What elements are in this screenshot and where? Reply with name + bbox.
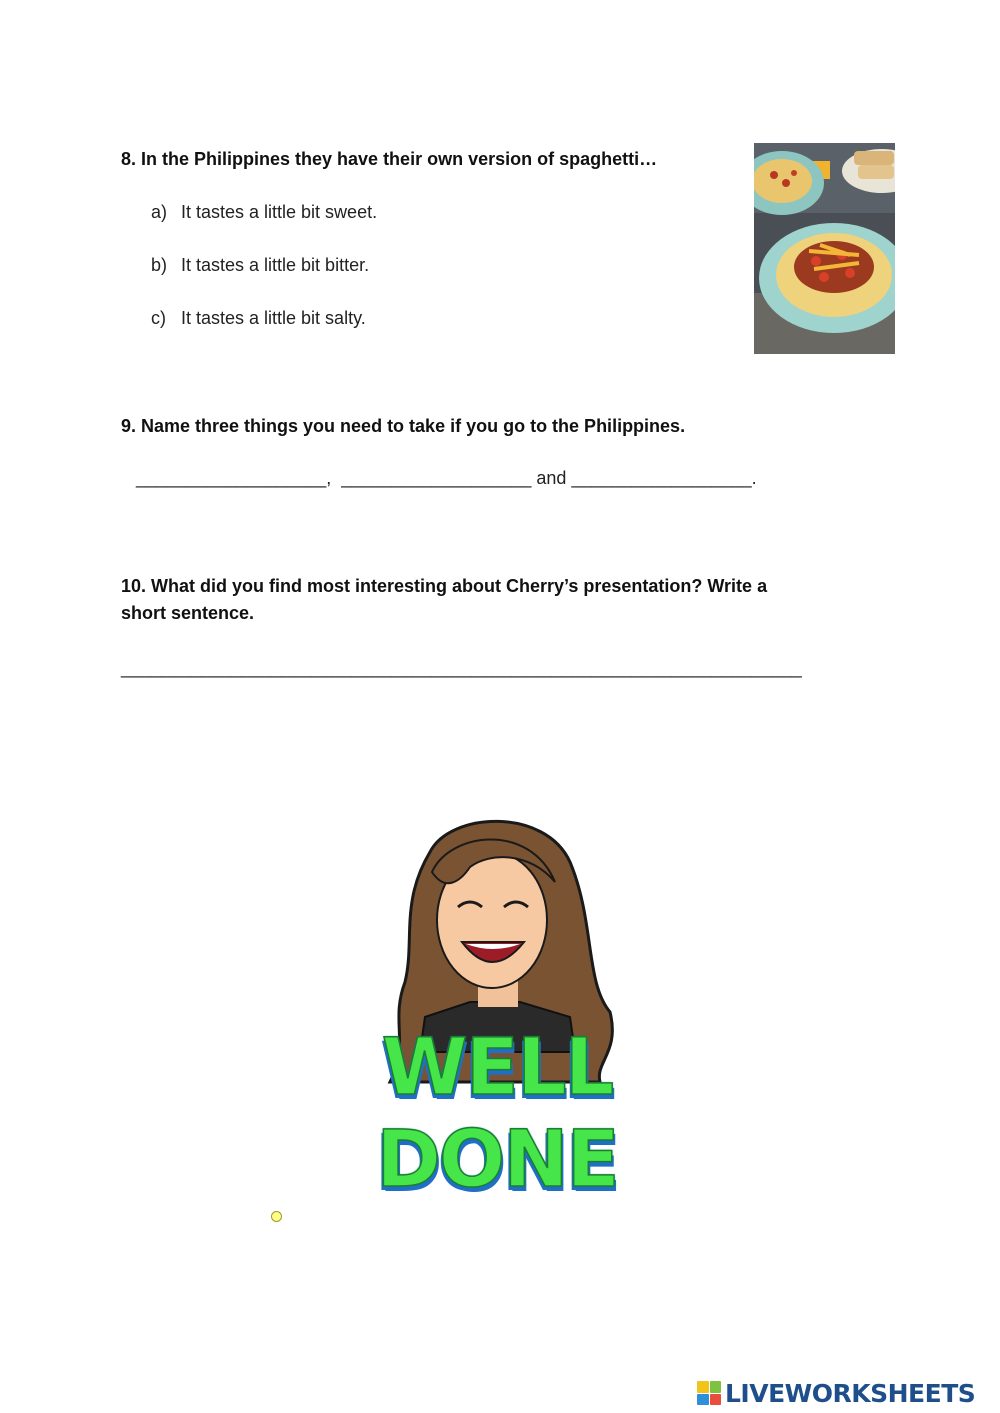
question-9: 9. Name three things you need to take if you go to the Philippines. — [121, 416, 686, 436]
liveworksheets-mark-icon — [697, 1381, 721, 1405]
question-8: 8. In the Philippines they have their own version of spaghetti… — [121, 149, 658, 169]
well-done-line2: DONE — [376, 1115, 618, 1205]
question-10-line2: short sentence. — [121, 603, 255, 623]
option-b[interactable] — [151, 255, 369, 276]
well-done-text — [372, 1022, 622, 1206]
answer-line-q10[interactable]: ____________________________________________________________________ — [121, 658, 802, 678]
liveworksheets-logo[interactable] — [697, 1378, 975, 1408]
well-done-line1: WELL — [381, 1023, 613, 1113]
question-10-line1: 10. What did you find most interesting about Cherry’s presentation? Write a — [121, 576, 768, 596]
option-a[interactable] — [151, 202, 377, 223]
option-b-text: It tastes a little bit bitter. — [181, 255, 370, 275]
option-c-letter: c) — [151, 308, 166, 328]
option-b-letter: b) — [151, 255, 168, 275]
cursor-dot-icon — [271, 1211, 282, 1222]
option-c[interactable] — [151, 308, 366, 329]
option-a-text: It tastes a little bit sweet. — [181, 202, 378, 222]
liveworksheets-brand: LIVEWORKSHEETS — [725, 1378, 976, 1408]
spaghetti-photo — [754, 143, 895, 354]
option-a-letter: a) — [151, 202, 168, 222]
option-c-text: It tastes a little bit salty. — [181, 308, 366, 328]
question-10 — [121, 573, 881, 627]
answer-blanks-q9[interactable]: ___________________, ___________________ and __________________. — [136, 468, 757, 488]
